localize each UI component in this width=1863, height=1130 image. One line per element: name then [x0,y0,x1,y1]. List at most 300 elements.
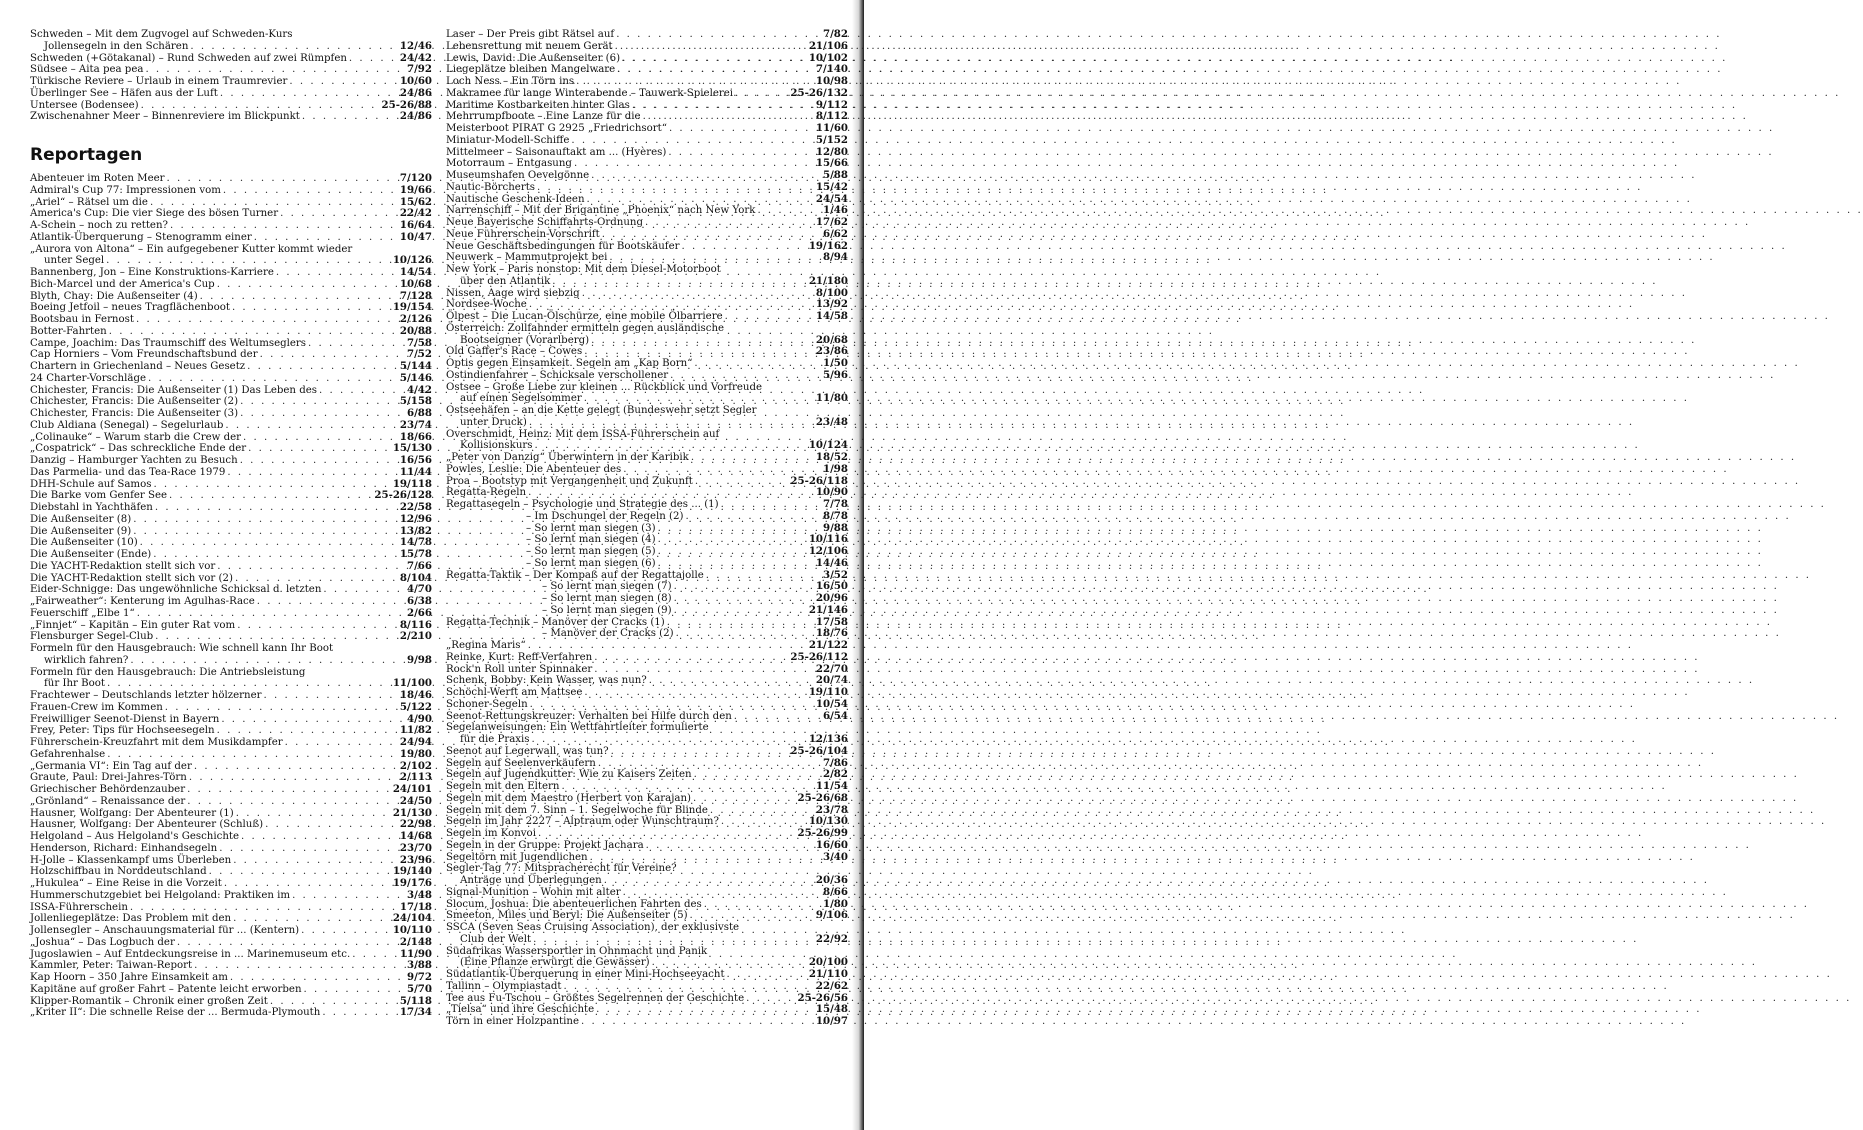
entry-title: Überlinger See – Häfen aus der Luft [30,87,218,99]
index-entry [446,393,848,405]
issue-page-ref: 18/76 [815,627,848,640]
entry-title: „Hukulea“ – Eine Reise in die Vorzeit [30,878,222,889]
issue-page-ref: 7/140 [815,63,848,76]
issue-page-ref: 24/104 [392,912,432,925]
dot-leader [617,64,814,76]
entry-title: Südafrikas Wassersportler in Ohnmacht und Panik [446,945,708,957]
index-entry [30,314,432,326]
issue-page-ref: 15/78 [399,548,432,560]
entry-title: Hummerschutzgebiet bei Helgoland: Praktiken im [30,889,291,901]
issue-page-ref: 5/118 [399,994,432,1007]
entry-title: Blyth, Chay: Die Außenseiter (4) [30,290,198,302]
dot-leader [676,628,814,640]
entry-title: Smeeton, Miles und Beryl: Die Außenseiter (5) [446,910,688,922]
entry-title: Freiwilliger Seenot-Dienst in Bayern [30,713,220,725]
index-entry [30,432,432,444]
entry-title: Törn in einer Holzpantine [446,1016,579,1027]
left-top-list [30,29,432,123]
index-entry [30,208,432,220]
index-entry [30,808,432,820]
issue-page-ref: 24/42 [399,51,432,64]
issue-page-ref: 19/154 [392,301,432,314]
entry-title: DHH-Schule auf Samos [30,478,152,490]
dot-leader [561,781,813,793]
dot-leader [167,173,398,185]
issue-page-ref: 11/44 [399,465,432,478]
dot-leader [757,205,821,217]
index-entry [446,722,848,734]
dot-leader [241,831,398,843]
index-entry [30,843,432,855]
issue-page-ref: 22/70 [815,662,848,675]
dot-leader [611,746,789,758]
entry-title: wirklich fahren? [44,654,129,666]
entry-title: Old Gaffer's Race – Cowes [446,346,583,358]
entry-title: „Kriter II“: Die schnelle Reise der ... Bermuda-Plymouth [30,1007,321,1019]
dot-leader [260,349,405,361]
dot-leader [721,499,821,511]
index-entry [30,608,432,620]
issue-page-ref: 23/48 [815,415,848,428]
issue-page-ref: 5/96 [823,368,848,381]
issue-page-ref: 16/60 [815,838,848,851]
index-entry [30,1007,432,1019]
index-entry [446,617,848,629]
dot-leader [532,734,807,746]
issue-page-ref: 10/102 [808,51,848,64]
index-entry [446,88,848,100]
index-entry [446,581,848,593]
index-entry [446,969,848,981]
dot-leader [596,1004,814,1016]
issue-page-ref: 7/120 [399,172,432,184]
issue-page-ref: 2/113 [399,771,432,784]
issue-page-ref: 19/118 [392,477,432,490]
dot-leader [217,561,405,573]
entry-title: Mehrrumpfboote – Eine Lanze für die [446,111,641,123]
dot-leader [148,373,398,385]
index-entry [446,123,848,135]
dot-leader [233,913,391,925]
dot-leader [584,393,814,405]
issue-page-ref: 24/94 [399,736,432,748]
dot-leader [243,432,398,444]
index-entry [30,549,432,561]
index-entry [446,464,848,476]
index-entry [446,993,848,1005]
index-entry [30,972,432,984]
index-entry [446,758,848,770]
index-entry [30,902,432,914]
dot-leader [153,479,390,491]
dot-leader [602,229,821,241]
entry-title: „Cospatrick“ – Das schreckliche Ende der [30,443,247,455]
entry-title: „Germania VI“: Ein Tag auf der [30,760,192,772]
entry-title: Diebstahl in Yachthäfen [30,502,153,513]
index-entry [30,479,432,491]
dot-leader [155,502,398,514]
index-entry [30,749,432,761]
dot-leader [217,725,398,737]
entry-title: Segeln auf Seelenverkäufern [446,757,596,769]
issue-page-ref: 2/82 [823,768,848,781]
dot-leader [136,314,398,326]
index-entry [446,852,848,864]
entry-title: Neue Führerschein-Vorschrift [446,228,600,240]
index-entry [446,100,848,112]
dot-leader [669,123,814,135]
dot-leader [221,714,405,726]
entry-title: – So lernt man siegen (4) [526,534,656,546]
issue-page-ref: 20/74 [815,674,848,687]
dot-leader [140,537,398,549]
dot-leader [674,581,814,593]
index-entry [446,241,848,253]
dot-leader [301,925,391,937]
dot-leader [155,631,398,643]
entry-title: „Grönland“ – Renaissance der [30,795,186,807]
index-entry [446,816,848,828]
entry-title: „Peter von Danzig“ Überwintern in der Karibik [446,452,689,463]
index-entry [446,840,848,852]
index-entry [446,76,848,88]
entry-title: Südatlantik-Überquerung in einer Mini-Hochseeyacht [446,969,725,980]
issue-page-ref: 16/64 [399,219,432,231]
issue-page-ref: 21/146 [808,603,848,616]
dot-leader [153,549,398,561]
dot-leader [225,420,398,432]
entry-title: Ostseehäfen – an die Kette gelegt (Bundeswehr setzt Segler [446,405,757,416]
issue-page-ref: 20/100 [808,956,848,969]
issue-page-ref: 23/86 [815,345,848,358]
right-column [446,29,848,1028]
index-entry [446,405,848,417]
entry-title: Abenteuer im Roten Meer [30,173,165,184]
index-entry [446,452,848,464]
entry-title: Bich-Marcel und der America's Cup [30,278,215,290]
entry-title: Die Außenseiter (Ende) [30,549,152,560]
dot-leader [658,546,807,558]
issue-page-ref: 18/66 [399,430,432,443]
dot-leader [533,934,814,946]
issue-page-ref: 8/94 [823,251,848,264]
issue-page-ref: 10/130 [808,815,848,828]
dot-leader [590,852,821,864]
entry-title: Segler-Tag 77: Mitspracherecht für Vereine? [446,863,677,875]
entry-title: Seenot-Rettungskreuzer: Verhalten bei Hilfe durch den [446,710,732,722]
issue-page-ref: 6/62 [823,227,848,240]
index-entry [30,573,432,585]
index-entry [446,593,848,605]
dot-leader [735,88,788,100]
dot-leader [165,702,398,714]
index-entry [30,772,432,784]
entry-title: Hausner, Wolfgang: Der Abenteurer (Schluß) [30,819,264,831]
entry-title: Nordsee-Woche [446,299,527,311]
dot-leader [538,828,796,840]
dot-leader [584,346,814,358]
issue-page-ref: 9/98 [407,653,432,666]
index-entry [30,267,432,279]
dot-leader [658,523,821,535]
index-entry [30,408,432,420]
index-entry [30,385,432,397]
index-entry [30,960,432,972]
dot-leader [323,584,405,596]
issue-page-ref: 23/78 [815,803,848,816]
issue-page-ref: 19/110 [808,686,848,698]
entry-title: Lewis, David: Die Außenseiter (6) [446,52,621,64]
index-entry [446,53,848,65]
entry-title: – So lernt man siegen (9) [542,604,672,616]
index-entry [30,88,432,100]
dot-leader [674,605,807,617]
entry-title: Neuwerk – Mammutprojekt bei [446,252,608,264]
dot-leader [270,996,398,1008]
dot-leader [571,135,814,147]
entry-title: Die YACHT-Redaktion stellt sich vor (2) [30,572,233,584]
issue-page-ref: 19/140 [392,865,432,878]
index-entry [30,831,432,843]
issue-page-ref: 14/68 [399,830,432,842]
issue-page-ref: 22/92 [815,932,848,945]
entry-title: Schenk, Bobby: Kein Wasser, was nun? [446,675,647,687]
dot-leader [529,417,814,429]
issue-page-ref: 22/58 [399,501,432,513]
index-entry [446,158,848,170]
dot-leader [187,784,391,796]
index-entry [30,784,432,796]
issue-page-ref: 4/42 [407,383,432,396]
entry-title: Kapitäne auf großer Fahrt – Patente leicht erworben [30,983,302,995]
issue-page-ref: 16/50 [815,580,848,593]
issue-page-ref: 12/106 [808,545,848,557]
index-entry [30,761,432,773]
dot-leader [265,819,398,831]
index-entry [446,664,848,676]
index-entry [446,863,848,875]
index-entry [30,349,432,361]
issue-page-ref: 7/78 [823,498,848,510]
entry-title: „Joshua“ – Das Logbuch der [30,936,175,948]
dot-leader [598,758,821,770]
index-entry [446,570,848,582]
entry-title: Henderson, Richard: Einhandsegeln [30,842,218,854]
index-entry [446,417,848,429]
entry-title: Segeln im Jahr 2227 – Alptraum oder Wunschtraum? [446,816,719,828]
entry-title: Bootsbau in Fernost [30,314,134,325]
issue-page-ref: 11/100 [392,677,432,690]
entry-title: „Aurora von Altona“ – Ein aufgegebener Kutter kommt wieder [30,243,353,255]
dot-leader [584,687,806,699]
issue-page-ref: 19/176 [392,877,432,889]
dot-leader [230,972,405,984]
issue-page-ref: 20/88 [399,324,432,337]
entry-title: H-Jolle – Klassenkampf ums Überleben [30,854,232,866]
entry-title: Südsee – Aita pea pea [30,64,144,76]
index-entry [446,429,848,441]
issue-page-ref: 3/48 [407,888,432,901]
index-entry [446,899,848,911]
issue-page-ref: 14/78 [399,536,432,549]
issue-page-ref: 11/80 [815,392,848,405]
dot-leader [694,358,821,370]
dot-leader [615,41,807,53]
index-entry [30,173,432,185]
index-entry [30,467,432,479]
dot-leader [646,840,814,852]
issue-page-ref: 13/92 [815,298,848,311]
entry-title: Chartern in Griechenland – Neues Gesetz [30,361,246,372]
dot-leader [133,526,398,538]
dot-leader [668,147,814,159]
index-entry [446,887,848,899]
issue-page-ref: 2/210 [399,630,432,643]
issue-page-ref: 9/112 [815,98,848,111]
entry-title: Schweden – Mit dem Zugvogel auf Schweden-Kurs [30,29,293,40]
entry-title: Signal-Munition – Wohin mit alter [446,886,621,898]
dot-leader [280,208,398,220]
index-entry [446,346,848,358]
entry-title: Schweden (+Götakanal) – Rund Schweden auf zwei Rümpfen [30,52,347,64]
entry-title: Formeln für den Hausgebrauch: Die Antriebsleistung [30,666,306,678]
issue-page-ref: 3/52 [823,568,848,581]
entry-title: „Colinauke“ – Warum starb die Crew der [30,431,242,443]
issue-page-ref: 10/97 [815,1015,848,1027]
index-entry [446,652,848,664]
dot-leader [649,675,814,687]
dot-leader [236,808,391,820]
issue-page-ref: 11/82 [399,724,432,737]
issue-page-ref: 2/148 [399,935,432,948]
entry-title: Neue Geschäftsbedingungen für Bootskäufer [446,240,680,252]
entry-title: Zwischenahner Meer – Binnenreviere im Blickpunkt [30,111,300,123]
entry-title: Frachtewer – Deutschlands letzter hölzerner [30,690,262,701]
dot-leader [141,100,380,112]
dot-leader [645,217,814,229]
index-entry [30,220,432,232]
entry-title: Atlantik-Überquerung – Stenogramm einer [30,231,252,243]
index-entry [446,946,848,958]
index-entry [30,361,432,373]
issue-page-ref: 1/46 [823,204,848,217]
index-entry [30,561,432,573]
index-entry [446,675,848,687]
entry-title: Die Außenseiter (8) [30,513,132,525]
issue-page-ref: 10/47 [399,230,432,243]
dot-leader [107,678,391,690]
dot-leader [695,476,789,488]
index-entry [446,217,848,229]
entry-title: Schöchl-Werft am Mattsee [446,687,583,698]
dot-leader [352,949,398,961]
entry-title: Regatta-Technik – Manöver der Cracks (1) [446,616,665,628]
issue-page-ref: 23/96 [399,853,432,866]
dot-leader [285,737,398,749]
entry-title: Jugoslawien – Auf Entdeckungsreise in ... Marinemuseum etc. [30,948,351,960]
entry-title: Club Aldiana (Senegal) – Segelurlaub [30,419,224,431]
issue-page-ref: 11/54 [815,780,848,792]
issue-page-ref: 20/96 [815,592,848,604]
index-entry [30,255,432,267]
index-entry [30,725,432,737]
index-entry [30,714,432,726]
dot-leader [322,1007,398,1019]
issue-page-ref: 7/52 [407,348,432,361]
entry-title: Führerschein-Kreuzfahrt mit dem Musikdampfer [30,737,283,748]
issue-page-ref: 25-26/99 [797,827,848,839]
issue-page-ref: 21/180 [808,274,848,287]
index-entry [446,252,848,264]
entry-title: – Manöver der Cracks (2) [542,628,674,640]
issue-page-ref: 8/66 [823,885,848,898]
issue-page-ref: 7/58 [407,336,432,349]
index-entry [30,643,432,655]
index-entry [446,499,848,511]
entry-title: – So lernt man siegen (7) [542,581,672,593]
entry-title: Boeing Jetfoil – neues Tragflächenboot [30,302,230,314]
index-entry [30,819,432,831]
entry-title: Museumshafen Oevelgönne [446,170,590,181]
entry-title: Miniatur-Modell-Schiffe [446,134,570,146]
entry-title: unter Druck) [460,416,527,428]
dot-leader [535,440,807,452]
issue-page-ref: 10/60 [399,75,432,87]
dot-leader [302,111,398,123]
issue-page-ref: 6/88 [407,407,432,419]
dot-leader [693,793,796,805]
index-entry [446,476,848,488]
index-entry [446,534,848,546]
entry-title: Jollensegler – Anschauungsmaterial für ... (Kentern) [30,925,300,936]
entry-title: – So lernt man siegen (3) [526,522,656,534]
dot-leader [247,361,398,373]
index-entry [30,678,432,690]
entry-title: ISSA-Führerschein [30,901,128,913]
issue-page-ref: 8/116 [399,618,432,631]
dot-leader [725,311,814,323]
index-entry [30,737,432,749]
issue-page-ref: 8/100 [815,286,848,299]
entry-title: unter Segel [44,255,105,267]
index-entry [446,299,848,311]
issue-page-ref: 8/104 [399,571,432,584]
entry-title: Club der Welt [460,933,532,945]
entry-title: Kap Hoorn – 350 Jahre Einsamkeit am [30,972,228,983]
index-entry [446,875,848,887]
issue-page-ref: 22/62 [815,979,848,992]
issue-page-ref: 8/78 [823,509,848,522]
dot-leader [734,711,821,723]
issue-page-ref: 14/54 [399,266,432,278]
issue-page-ref: 24/54 [815,192,848,205]
index-entry [30,490,432,502]
entry-title: – So lernt man siegen (6) [526,557,656,569]
dot-leader [133,514,398,526]
entry-title: Frey, Peter: Tips für Hochseesegeln [30,725,215,737]
index-entry [446,605,848,617]
dot-leader [187,796,398,808]
index-entry [30,420,432,432]
entry-title: Segeln im Konvoi [446,828,536,839]
index-entry [30,185,432,197]
issue-page-ref: 14/46 [815,556,848,569]
issue-page-ref: 5/88 [823,169,848,181]
entry-title: Proa – Bootstyp mit Vergangenheit und Zukunft [446,475,693,487]
index-entry [446,781,848,793]
entry-title: Segelanweisungen: Ein Wettfahrtleiter formulierte [446,722,709,734]
index-entry [446,182,848,194]
